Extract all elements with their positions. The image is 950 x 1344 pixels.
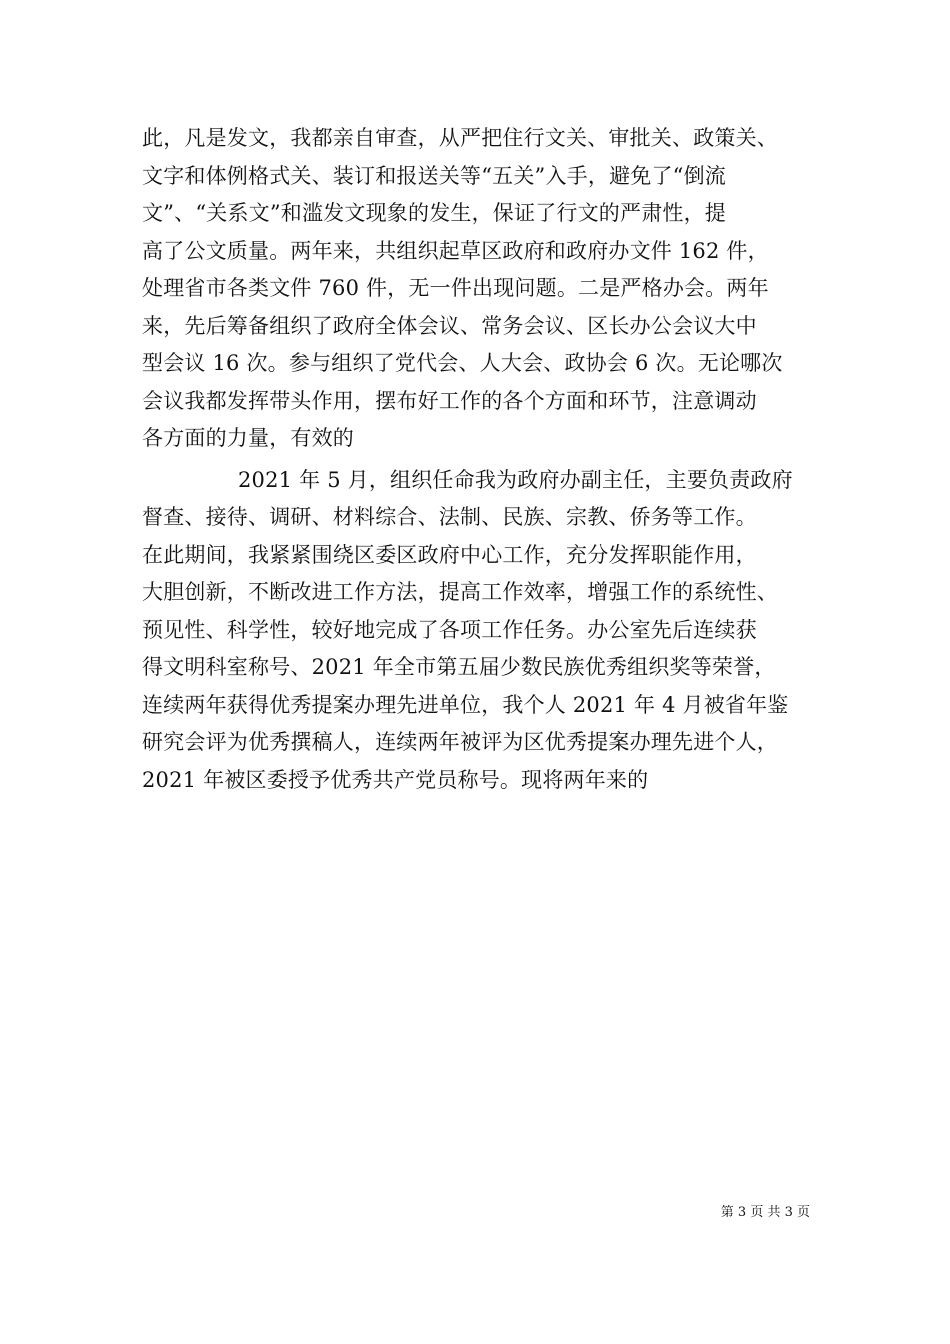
paragraph-1 <box>142 120 822 458</box>
text-line: 此，凡是发文，我都亲自审查，从严把住行文关、审批关、政策关、 <box>142 126 778 150</box>
document-body <box>142 120 822 799</box>
text-line: 各方面的力量，有效的 <box>142 426 354 450</box>
text-line: 连续两年获得优秀提案办理先进单位，我个人 2021 年 4 月被省年鉴 <box>142 692 789 717</box>
text-line: 大胆创新，不断改进工作方法，提高工作效率，增强工作的系统性、 <box>142 580 778 604</box>
text-line-indented: 2021 年 5 月，组织任命我为政府办副主任，主要负责政府 <box>238 467 793 492</box>
text-line: 型会议 16 次。参与组织了党代会、人大会、政协会 6 次。无论哪次 <box>142 351 783 375</box>
page-number-footer: 第 3 页 共 3 页 <box>720 1205 810 1220</box>
text-line: 文”、“关系文”和滥发文现象的发生，保证了行文的严肃性，提 <box>142 201 727 225</box>
text-line: 会议我都发挥带头作用，摆布好工作的各个方面和环节，注意调动 <box>142 388 757 413</box>
text-line: 2021 年被区委授予优秀共产党员称号。现将两年来的 <box>142 767 649 792</box>
text-line: 来，先后筹备组织了政府全体会议、常务会议、区长办公会议大中 <box>142 313 757 338</box>
paragraph-2 <box>142 462 822 800</box>
text-line: 处理省市各类文件 760 件，无一件出现问题。二是严格办会。两年 <box>142 276 769 300</box>
text-line: 文字和体例格式关、装订和报送关等“五关”入手，避免了“倒流 <box>142 163 727 188</box>
text-line: 研究会评为优秀撰稿人，连续两年被评为区优秀提案办理先进个人， <box>142 730 778 754</box>
text-line: 高了公文质量。两年来，共组织起草区政府和政府办文件 162 件， <box>142 238 769 263</box>
text-line: 在此期间，我紧紧围绕区委区政府中心工作，充分发挥职能作用， <box>142 542 757 567</box>
text-line: 得文明科室称号、2021 年全市第五届少数民族优秀组织奖等荣誉， <box>142 655 776 679</box>
text-line: 督查、接待、调研、材料综合、法制、民族、宗教、侨务等工作。 <box>142 505 757 529</box>
text-line: 预见性、科学性，较好地完成了各项工作任务。办公室先后连续获 <box>142 617 757 642</box>
